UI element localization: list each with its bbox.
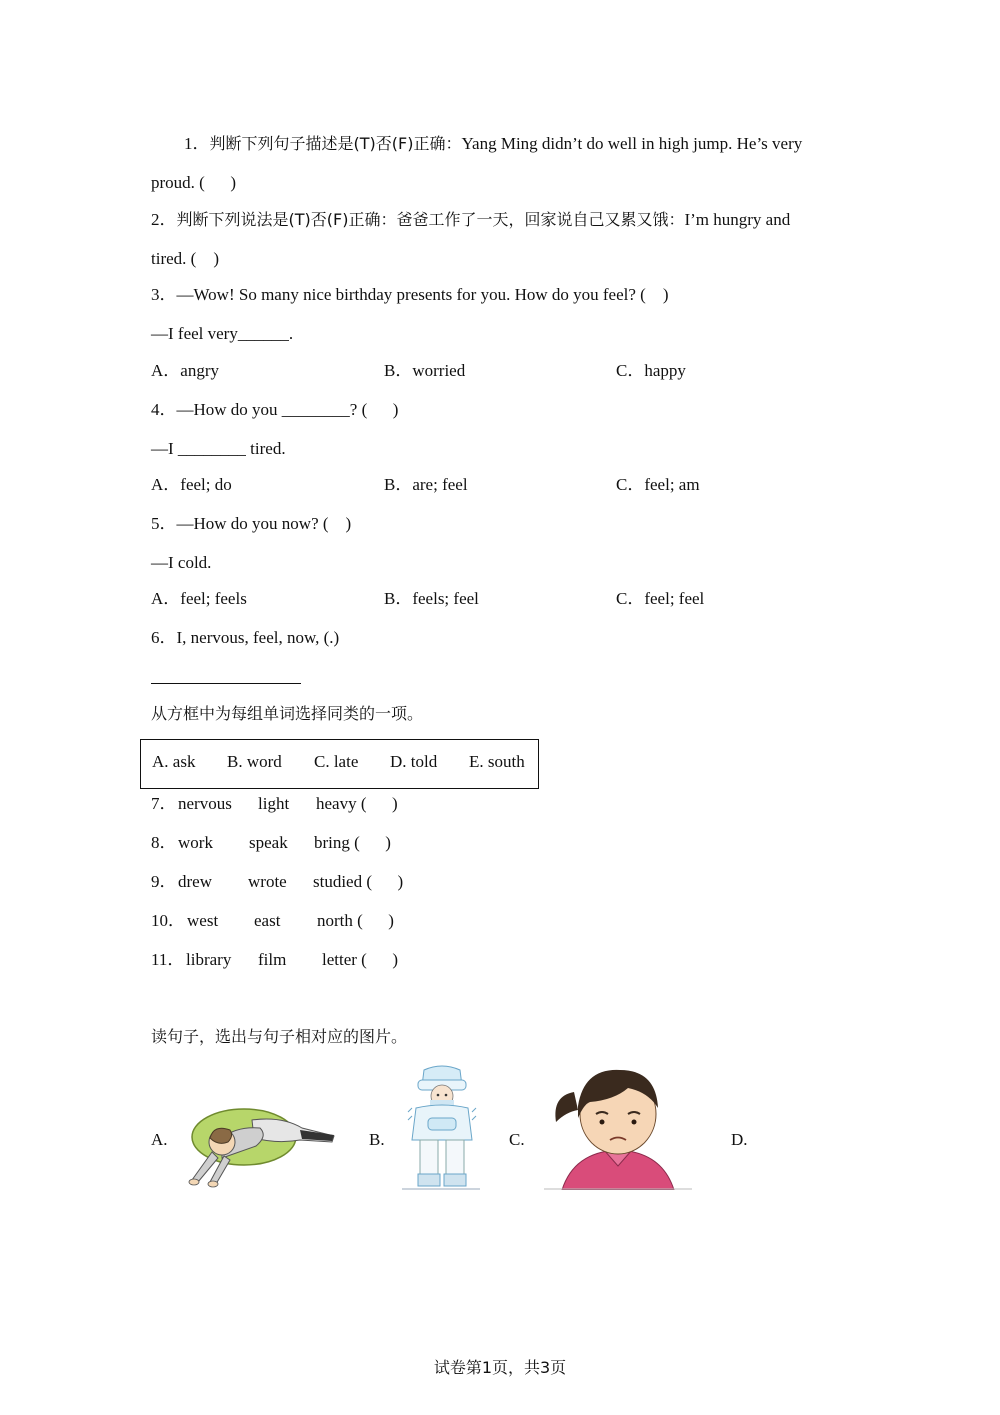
q2-number: 2． — [151, 210, 177, 229]
box-option-b: B. word — [227, 752, 282, 771]
q4-option-a: A．feel; do — [151, 475, 232, 494]
word-item-w3: letter ( ) — [322, 950, 398, 969]
picture-label-b: B. — [369, 1130, 385, 1149]
page-footer: 试卷第1页，共3页 — [433, 1358, 567, 1377]
word-item-number: 8． — [151, 833, 177, 852]
q2-prompt: 判断下列说法是(T)否(F)正确：爸爸工作了一天，回家说自己又累又饿： — [176, 210, 685, 229]
q3-stem: 3．—Wow! So many nice birthday presents for you. How do you feel? ( ) — [151, 285, 669, 304]
word-option-box — [140, 739, 539, 789]
q1-prompt: 判断下列句子描述是(T)否(F)正确： — [209, 134, 462, 153]
picture-section-instruction: 读句子，选出与句子相对应的图片。 — [151, 1027, 408, 1046]
q4-option-b: B．are; feel — [384, 475, 468, 494]
q3-option-c: C．happy — [616, 361, 686, 380]
q4-stem: 4．—How do you ________? ( ) — [151, 400, 399, 419]
q6-answer-line — [151, 683, 301, 684]
word-item-w1: nervous — [178, 794, 232, 813]
q1-number: 1． — [184, 134, 210, 153]
word-item-w3: bring ( ) — [314, 833, 391, 852]
q1-text-a: Yang Ming didn’t do well in high jump. He’s very — [461, 134, 803, 153]
cold-person-winter-clothes-picture — [402, 1064, 482, 1190]
worried-girl-picture — [544, 1062, 692, 1190]
word-item-w2: speak — [249, 833, 288, 852]
word-item-w2: wrote — [248, 872, 287, 891]
word-item-w1: work — [178, 833, 213, 852]
word-item-number: 7． — [151, 794, 177, 813]
q3-option-a: A．angry — [151, 361, 219, 380]
q4-option-c: C．feel; am — [616, 475, 700, 494]
word-section-instruction: 从方框中为每组单词选择同类的一项。 — [151, 704, 424, 723]
q5-option-b: B．feels; feel — [384, 589, 479, 608]
word-item-number: 11． — [151, 950, 185, 969]
q1-line-1 — [184, 134, 802, 154]
q3-option-b: B．worried — [384, 361, 466, 380]
word-item-w1: drew — [178, 872, 212, 891]
picture-label-d: D. — [731, 1130, 748, 1149]
word-item-w2: light — [258, 794, 290, 813]
word-item-w3: heavy ( ) — [316, 794, 398, 813]
q1-line-2: proud. ( ) — [151, 173, 236, 192]
box-option-d: D. told — [390, 752, 438, 771]
picture-label-c: C. — [509, 1130, 525, 1149]
picture-label-a: A. — [151, 1130, 168, 1149]
box-option-e: E. south — [469, 752, 525, 771]
q3-reply: —I feel very______. — [151, 324, 294, 343]
q2-line-2: tired. ( ) — [151, 249, 219, 268]
word-item-w3: studied ( ) — [313, 872, 404, 891]
tired-person-on-beanbag-picture — [182, 1102, 342, 1188]
q5-option-c: C．feel; feel — [616, 589, 705, 608]
q5-reply: —I cold. — [151, 553, 212, 572]
q6-stem: 6．I, nervous, feel, now, (.) — [151, 628, 340, 647]
box-option-c: C. late — [314, 752, 359, 771]
word-item-w2: film — [258, 950, 287, 969]
word-item-number: 9． — [151, 872, 177, 891]
word-item-w1: library — [186, 950, 232, 969]
word-item-w3: north ( ) — [317, 911, 394, 930]
word-item-w2: east — [254, 911, 281, 930]
box-option-a: A. ask — [152, 752, 196, 771]
q2-text-a: I’m hungry and — [684, 210, 791, 229]
q5-stem: 5．—How do you now? ( ) — [151, 514, 352, 533]
word-item-number: 10． — [151, 911, 185, 930]
q4-reply: —I ________ tired. — [151, 439, 286, 458]
q5-option-a: A．feel; feels — [151, 589, 247, 608]
q2-line-1 — [151, 210, 790, 230]
word-item-w1: west — [187, 911, 219, 930]
